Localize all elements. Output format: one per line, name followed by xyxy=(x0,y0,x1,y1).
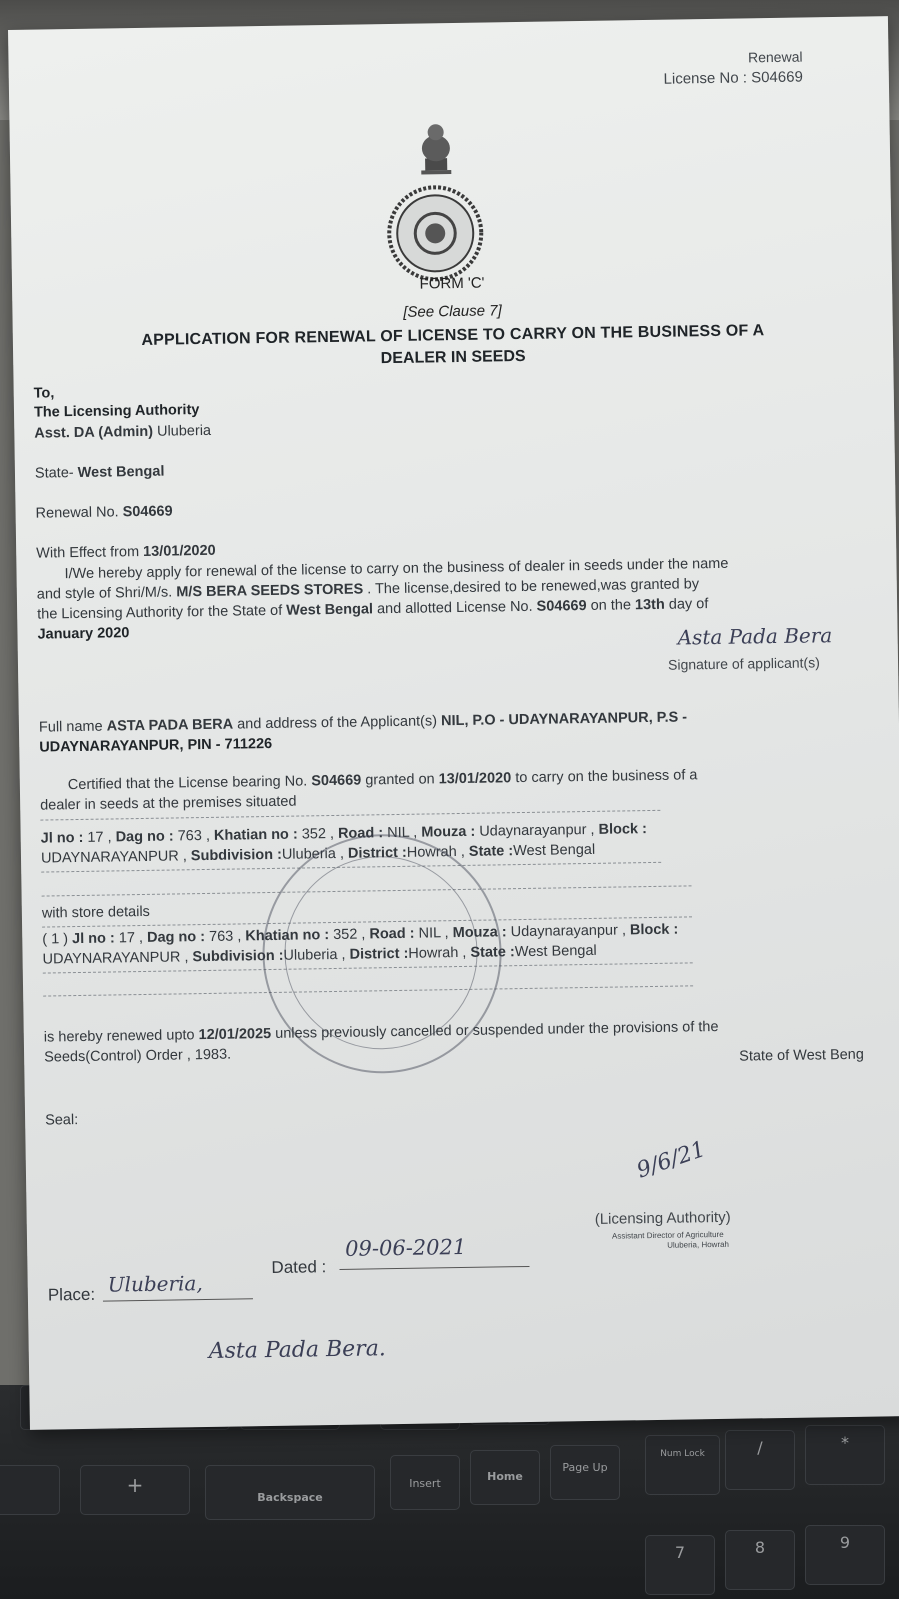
para1-on: on the xyxy=(590,597,632,614)
premises-segment: Subdivision : xyxy=(192,947,284,966)
authority-location: Uluberia, Howrah xyxy=(667,1239,730,1250)
renewed-prefix: is hereby renewed upto xyxy=(43,1027,195,1046)
premises-segment: Khatian no : xyxy=(245,927,334,945)
key-page-up: Page Up xyxy=(550,1445,620,1500)
key-plus: + xyxy=(80,1465,190,1515)
effect-label: With Effect from xyxy=(36,544,140,562)
premises-segment: Mouza : xyxy=(452,924,511,942)
premises-segment: Howrah , xyxy=(406,843,469,861)
premises-segment: UDAYNARAYANPUR , xyxy=(40,848,191,867)
form-title-line1: APPLICATION FOR RENEWAL OF LICENSE TO CARRY ON THE BUSINESS OF A xyxy=(141,322,765,349)
license-number: License No : S04669 xyxy=(663,68,803,88)
premises-segment: Dag no : xyxy=(146,928,210,946)
applicant-signature: Asta Pada Bera xyxy=(677,623,833,650)
premises-segment: State : xyxy=(470,944,515,961)
premises-intro: dealer in seeds at the premises situated xyxy=(40,793,297,814)
government-seal-icon xyxy=(384,183,486,285)
asst-da-label: Asst. DA (Admin) xyxy=(34,423,154,442)
premises-segment: ( 1 ) xyxy=(42,931,73,948)
license-document xyxy=(8,16,899,1430)
certified-line xyxy=(68,767,698,793)
premises-segment: Udaynarayanpur , xyxy=(479,821,599,840)
state-of-west-bengal: State of West Beng xyxy=(739,1046,864,1065)
renewal-no-label: Renewal No. xyxy=(35,504,119,522)
premises-segment: Khatian no : xyxy=(213,826,302,844)
key-eight: 8 xyxy=(725,1530,795,1590)
premises-segment: Block : xyxy=(598,821,648,838)
premises-segment: Road : xyxy=(337,825,388,842)
authority-designation: Assistant Director of Agriculture xyxy=(611,1229,724,1241)
key-seven: 7 xyxy=(645,1535,715,1595)
key-num-lock: Num Lock xyxy=(645,1435,720,1495)
premises-segment: 352 , xyxy=(301,825,339,843)
renewed-until: 12/01/2025 xyxy=(198,1025,272,1044)
address-line2: UDAYNARAYANPUR, PIN - 711226 xyxy=(39,735,273,756)
state-label: State- xyxy=(34,465,74,482)
place-label: Place: xyxy=(47,1284,96,1305)
premises-segment: West Bengal xyxy=(513,841,596,860)
form-name: FORM 'C' xyxy=(419,274,485,293)
asst-da-place: Uluberia xyxy=(156,422,212,440)
dated-value: 09-06-2021 xyxy=(344,1234,467,1261)
key-slash: / xyxy=(725,1430,795,1490)
renewal-no-line xyxy=(35,503,172,521)
key-nine: 9 xyxy=(805,1525,885,1585)
para1-style-prefix: and style of Shri/M/s. xyxy=(36,584,173,603)
seeds-order: Seeds(Control) Order , 1983. xyxy=(44,1046,232,1066)
premises-segment: Dag no : xyxy=(115,828,178,846)
certified-granted: granted on xyxy=(365,771,435,789)
fullname-line xyxy=(39,709,687,735)
key-blank xyxy=(0,1465,60,1515)
state-line xyxy=(35,464,165,482)
para1-license: S04669 xyxy=(536,597,587,615)
address-label: and address of the Applicant(s) xyxy=(237,713,438,733)
premises-segment: 352 , xyxy=(333,926,370,944)
para1-month: January 2020 xyxy=(37,625,130,643)
para1-line3-prefix: the Licensing Authority for the State of xyxy=(37,602,283,623)
seal-label: Seal: xyxy=(45,1112,79,1129)
para1-line2-suffix: . The license,desired to be renewed,was granted by xyxy=(367,576,700,598)
premises-segment: 763 , xyxy=(177,827,215,845)
premises-segment: Udaynarayanpur , xyxy=(510,922,631,941)
para1-line3-mid: and allotted License No. xyxy=(376,598,533,618)
key-insert: Insert xyxy=(390,1455,460,1510)
applicant-name: ASTA PADA BERA xyxy=(106,716,234,735)
para1-line1: I/We hereby apply for renewal of the license to carry on the business of dealer in seeds under the name xyxy=(64,555,729,583)
certified-license: S04669 xyxy=(311,772,362,790)
premises-segment: State : xyxy=(468,843,514,860)
certified-date: 13/01/2020 xyxy=(438,770,512,788)
dated-underline xyxy=(340,1266,530,1270)
premises-segment: NIL , xyxy=(387,824,422,842)
form-title-line2: DEALER IN SEEDS xyxy=(380,347,526,368)
premises-segment: UDAYNARAYANPUR , xyxy=(42,949,193,968)
para1-day: 13th xyxy=(634,596,665,614)
licensing-authority-caption: (Licensing Authority) xyxy=(594,1208,731,1228)
premises-segment: Mouza : xyxy=(421,823,480,841)
premises-segment: Road : xyxy=(369,925,419,943)
place-underline xyxy=(103,1298,253,1301)
premises-segment: 17 , xyxy=(87,829,116,846)
asst-da-line xyxy=(34,423,211,442)
premises-segment: Jl no : xyxy=(40,829,88,847)
place-value: Uluberia, xyxy=(107,1271,203,1297)
key-backspace: Backspace xyxy=(205,1465,375,1520)
applicant-signature-footer: Asta Pada Bera. xyxy=(208,1336,387,1365)
address-line1: NIL, P.O - UDAYNARAYANPUR, P.S - xyxy=(440,709,688,730)
fullname-label: Full name xyxy=(38,718,103,736)
premises-segment: West Bengal xyxy=(514,942,597,961)
national-emblem-icon xyxy=(404,118,465,179)
dated-label: Dated : xyxy=(271,1257,327,1278)
premises-segment: Uluberia , xyxy=(283,946,350,964)
state-value: West Bengal xyxy=(77,463,165,481)
to-label: To, xyxy=(33,385,55,402)
key-home: Home xyxy=(470,1450,540,1505)
key-star: * xyxy=(805,1425,885,1485)
premises-segment: Block : xyxy=(629,921,679,939)
firm-name: M/S BERA SEEDS STORES xyxy=(176,581,364,601)
premises-segment: 763 , xyxy=(208,928,246,945)
effect-line xyxy=(36,543,216,562)
licensing-authority: The Licensing Authority xyxy=(33,402,200,421)
premises-segment: Howrah , xyxy=(408,944,471,962)
premises-segment: 17 , xyxy=(118,929,148,947)
para1-state: West Bengal xyxy=(286,601,374,619)
para1-day-of: day of xyxy=(668,596,709,613)
certified-prefix: Certified that the License bearing No. xyxy=(67,773,308,794)
authority-signature: 9/6/21 xyxy=(633,1136,709,1184)
clause-reference: [See Clause 7] xyxy=(403,302,502,321)
premises-segment: Jl no : xyxy=(71,930,119,948)
store-details-label: with store details xyxy=(41,903,150,922)
renewed-suffix: unless previously cancelled or suspended under the provisions of the xyxy=(275,1018,719,1042)
renewal-no-value: S04669 xyxy=(122,503,173,521)
premises-segment: Uluberia , xyxy=(281,845,349,863)
premises-segment: NIL , xyxy=(418,925,453,942)
effect-value: 13/01/2020 xyxy=(142,542,216,560)
certified-suffix: to carry on the business of a xyxy=(515,767,698,787)
signature-caption: Signature of applicant(s) xyxy=(667,654,820,673)
premises-segment: District : xyxy=(349,945,409,963)
renewal-label: Renewal xyxy=(747,48,803,66)
premises-segment: District : xyxy=(347,844,407,862)
premises-segment: Subdivision : xyxy=(190,846,283,865)
